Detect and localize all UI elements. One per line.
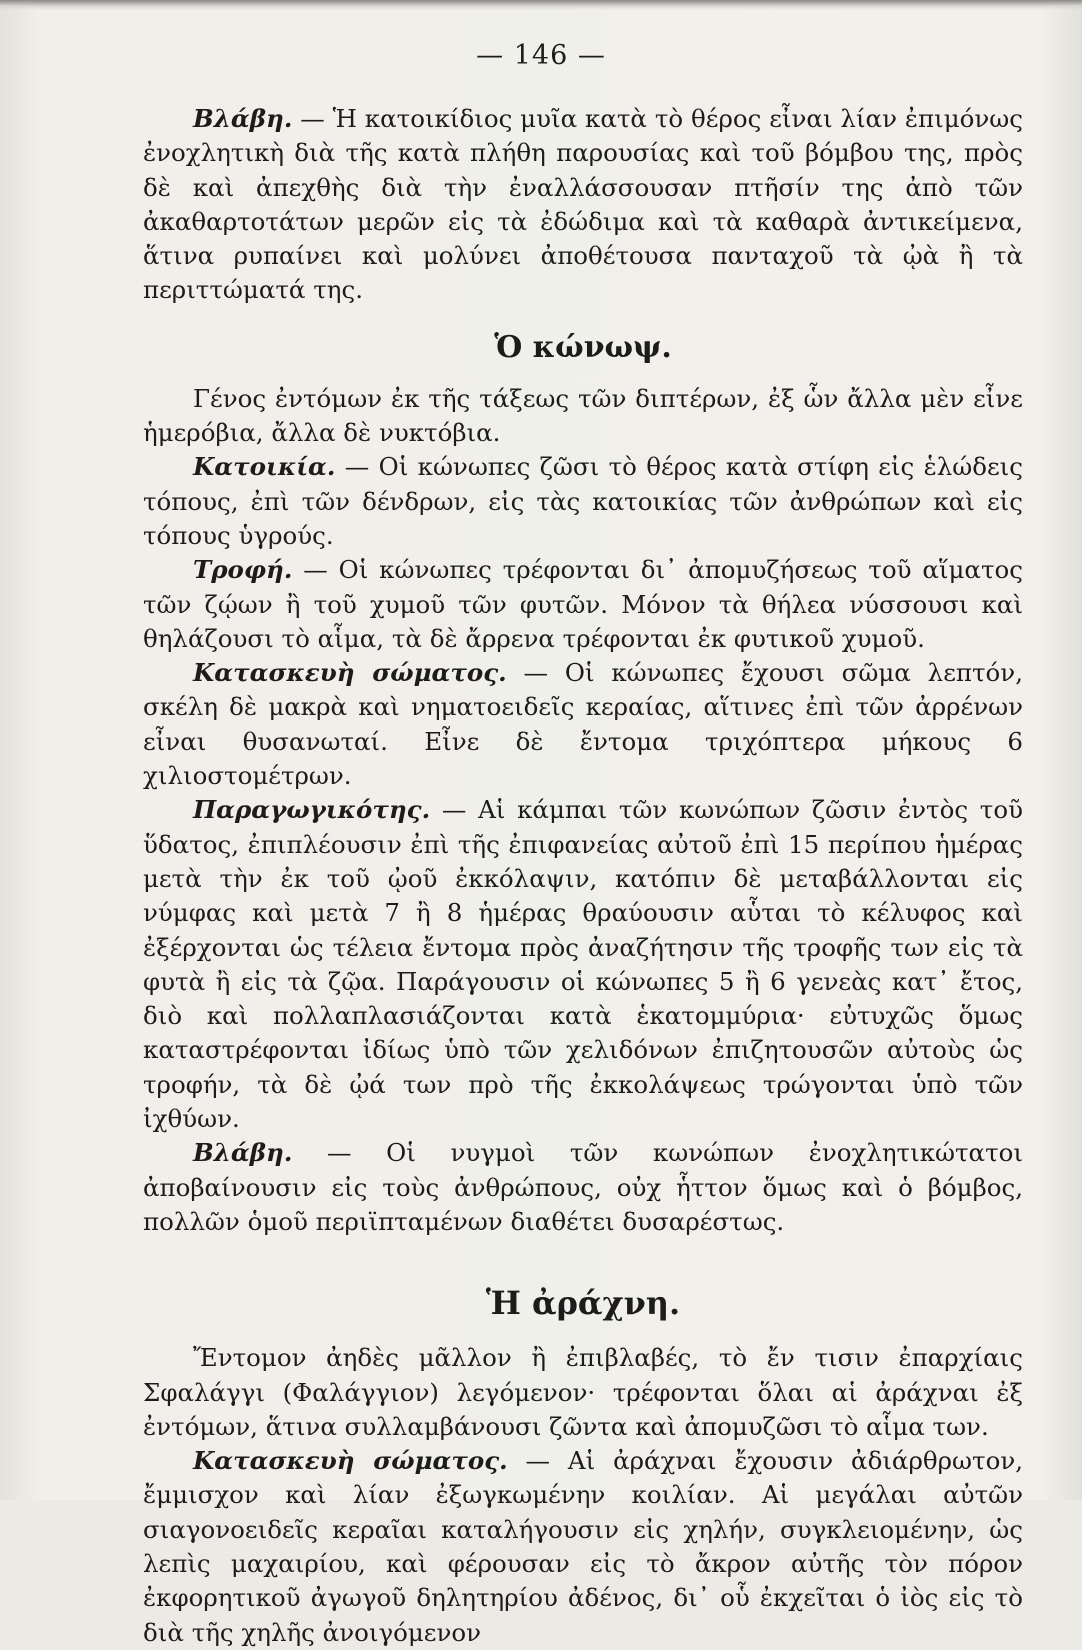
spider-body-paragraph bbox=[143, 1444, 1023, 1650]
paragraph-heading: Βλάβη. bbox=[193, 104, 293, 133]
paragraph-heading: Βλάβη. bbox=[193, 1138, 293, 1168]
paragraph-text: — Οἱ νυγμοὶ τῶν κωνώπων ἐνοχλητικώτατοι ἀποβαίνουσιν εἰς τοὺς ἀνθρώπους, οὐχ ἧττον ὅμως καὶ ὁ βόμβος, πολλῶν ὁμοῦ περιϊπταμένων διαθέτει δυσαρέστως. bbox=[143, 1138, 1023, 1236]
mosquito-habitat-paragraph bbox=[143, 450, 1023, 553]
page-number: — 146 — bbox=[476, 40, 606, 71]
mosquito-intro-paragraph: Γένος ἐντόμων ἐκ τῆς τάξεως τῶν διπτέρων, ἐξ ὧν ἄλλα μὲν εἶνε ἡμερόβια, ἄλλα δὲ νυκτόβια. bbox=[143, 383, 1023, 448]
paragraph-text: — Ἡ κατοικίδιος μυῖα κατὰ τὸ θέρος εἶναι λίαν ἐπιμόνως ἐνοχλητικὴ διὰ τῆς κατὰ πλήθη παρουσίας καὶ τοῦ βόμβου της, πρὸς δὲ καὶ ἀπεχθὴς διὰ τὴν ἐναλλάσσουσαν πτῆσίν της ἀπὸ τῶν ἀκαθαρτοτάτων μερῶν εἰς τὰ ἐδώδιμα καὶ τὰ καθαρὰ ἀντικείμενα, ἅτινα ρυπαίνει καὶ μολύνει ἀποθέτουσα πανταχοῦ τὰ ᾠὰ ἢ τὰ περιττώματά της. bbox=[143, 104, 1023, 305]
page-top-edge bbox=[0, 0, 1082, 10]
paragraph-heading: Κατασκευὴ σώματος. bbox=[193, 658, 507, 688]
paragraph-text: — Αἱ ἀράχναι ἔχουσιν ἀδιάρθρωτον, ἔμμισχον καὶ λίαν ἐξωγκωμένην κοιλίαν. Αἱ μεγάλαι αὐτῶν σιαγονοειδεῖς κεραῖαι καταλήγουσιν εἰς χηλήν, συγκλειομένην, ὡς λεπὶς μαχαιρίου, καὶ φέρουσαν εἰς τὸ ἄκρον αὐτῆς τὸν πόρον ἐκφορητικοῦ ἀγωγοῦ δηλητηρίου ἀδένος, δι᾽ οὗ ἐκχεῖται ὁ ἰὸς εἰς τὸ διὰ τῆς χηλῆς ἀνοιγόμενον bbox=[143, 1446, 1024, 1647]
paragraph-text: — Αἱ κάμπαι τῶν κωνώπων ζῶσιν ἐντὸς τοῦ ὕδατος, ἐπιπλέουσιν ἐπὶ τῆς ἐπιφανείας αὐτοῦ ἐπὶ 15 περίπου ἡμέρας μετὰ τὴν ἐκ τοῦ ᾠοῦ ἐκκόλαψιν, κατόπιν δὲ μεταβάλλονται εἰς νύμφας καὶ μετὰ 7 ἢ 8 ἡμέρας θραύουσιν αὗται τὸ κέλυφος καὶ ἐξέρχονται ὡς τέλεια ἔντομα πρὸς ἀναζήτησιν τῆς τροφῆς των εἰς τὰ φυτὰ ἢ εἰς τὰ ζῷα. Παράγουσιν οἱ κώνωπες 5 ἢ 6 γενεὰς κατ᾽ ἔτος, διὸ καὶ πολλαπλασιάζονται κατὰ ἑκατομμύρια· εὐτυχῶς ὅμως καταστρέφονται ἰδίως ὑπὸ τῶν χελιδόνων ἐπιζητουσῶν αὐτοὺς ὡς τροφήν, τὰ δὲ ᾠά των πρὸ τῆς ἐκκολάψεως τρώγονται ὑπὸ τῶν ἰχθύων. bbox=[143, 795, 1023, 1134]
paragraph-text: — Οἱ κώνωπες ζῶσι τὸ θέρος κατὰ στίφη εἰς ἑλώδεις τόπους, ἐπὶ τῶν δένδρων, εἰς τὰς κατοικίας τῶν ἀνθρώπων καὶ εἰς τόπους ὑγρούς. bbox=[143, 452, 1023, 550]
mosquito-food-paragraph bbox=[143, 553, 1023, 656]
fly-harm-paragraph bbox=[143, 102, 1023, 308]
paragraph-heading: Κατασκευὴ σώματος. bbox=[193, 1446, 508, 1476]
paragraph-heading: Τροφή. bbox=[193, 555, 293, 585]
paragraph-text: — Οἱ κώνωπες τρέφονται δι᾽ ἀπομυζήσεως τοῦ αἵματος τῶν ζῴων ἢ τοῦ χυμοῦ τῶν φυτῶν. Μόνον τὰ θήλεα νύσσουσι καὶ θηλάζουσι τὸ αἷμα, τὰ δὲ ἄρρενα τρέφονται ἐκ φυτικοῦ χυμοῦ. bbox=[143, 555, 1023, 653]
paragraph-heading: Παραγωγικότης. bbox=[193, 795, 431, 825]
spider-section-title: Ἡ ἀράχνη. bbox=[485, 1284, 681, 1323]
mosquito-harm-paragraph bbox=[143, 1136, 1023, 1239]
mosquito-section-title: Ὁ κώνωψ. bbox=[494, 329, 672, 365]
page-body bbox=[143, 102, 1023, 1650]
mosquito-body-paragraph bbox=[143, 656, 1023, 793]
spider-intro-paragraph: Ἔντομον ἀηδὲς μᾶλλον ἢ ἐπιβλαβές, τὸ ἔν τισιν ἐπαρχίαις Σφαλάγγι (Φαλάγγιον) λεγόμενον· τρέφονται ὅλαι αἱ ἀράχναι ἐξ ἐντόμων, ἅτινα συλλαμβάνουσι ζῶντα καὶ ἀπομυζῶσι τὸ αἷμα των. bbox=[143, 1343, 1023, 1441]
paragraph-text: — Οἱ κώνωπες ἔχουσι σῶμα λεπτόν, σκέλη δὲ μακρὰ καὶ νηματοειδεῖς κεραίας, αἵτινες ἐπὶ τῶν ἀρρένων εἶναι θυσανωταί. Εἶνε δὲ ἔντομα τριχόπτερα μήκους 6 χιλιοστομέτρων. bbox=[143, 658, 1023, 791]
mosquito-reproduction-paragraph bbox=[143, 793, 1023, 1136]
paragraph-heading: Κατοικία. bbox=[193, 452, 336, 482]
